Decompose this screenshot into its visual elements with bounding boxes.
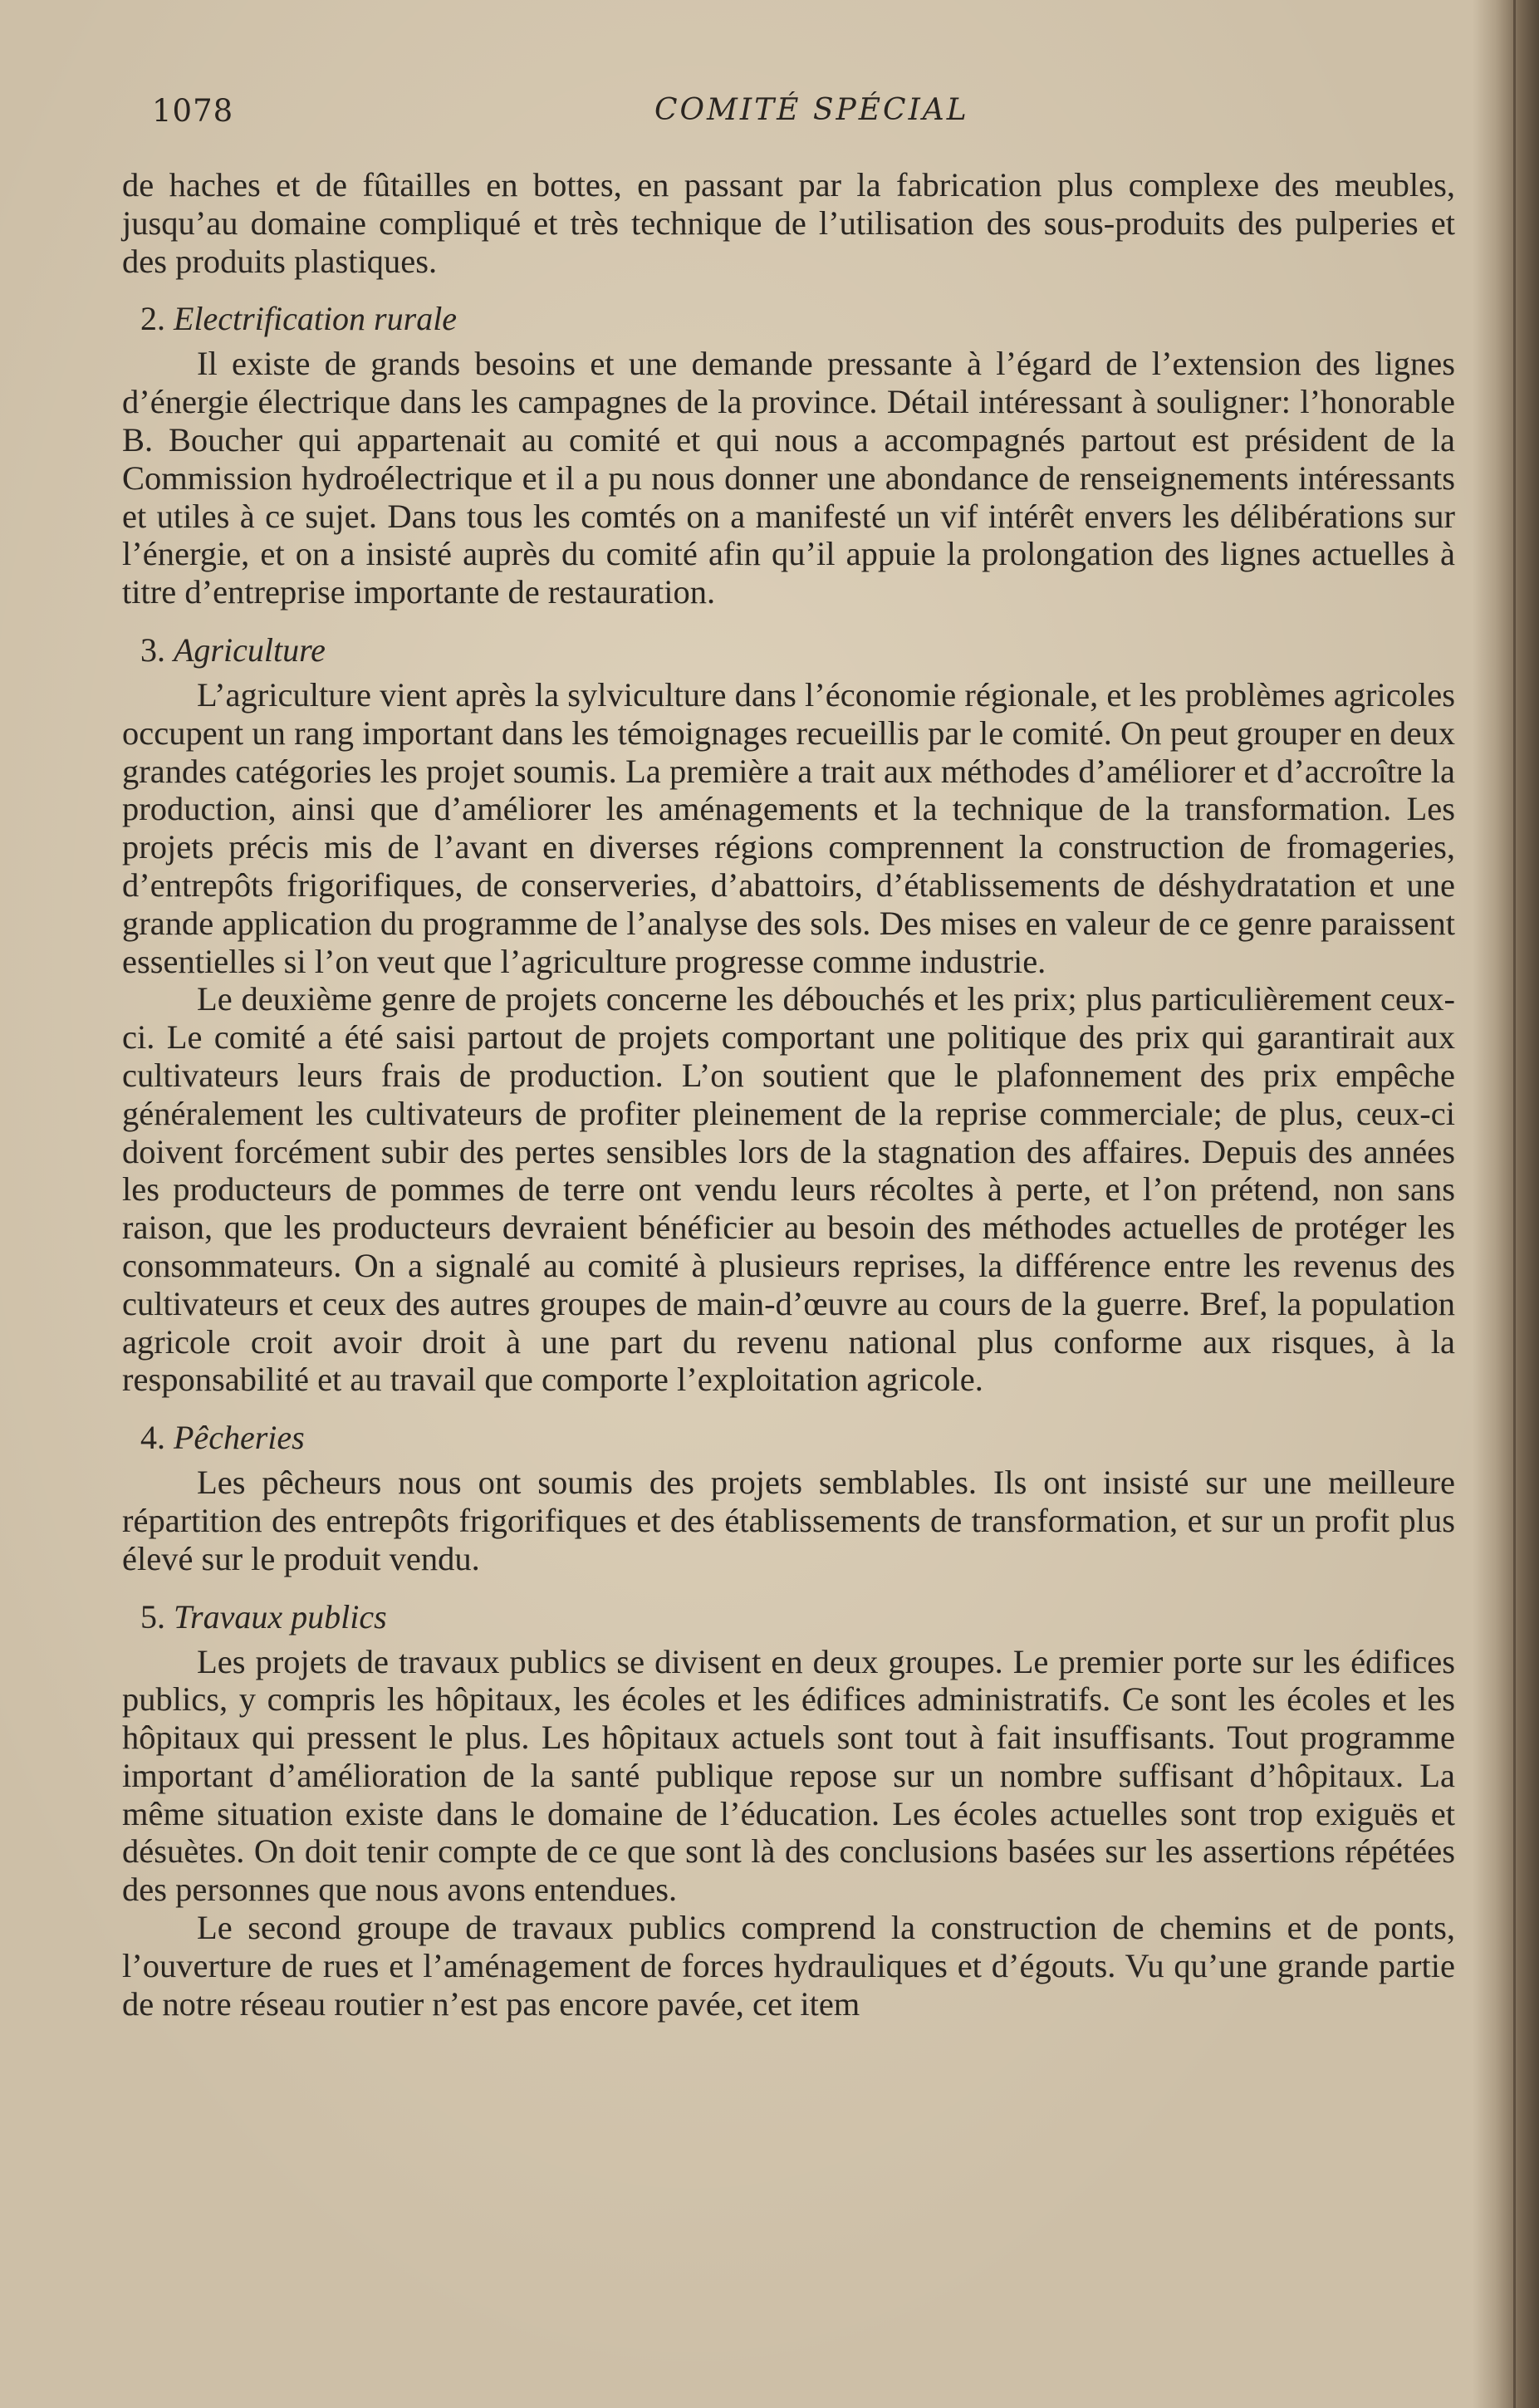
section-agriculture bbox=[122, 631, 1455, 1399]
paragraph: Le second groupe de travaux publics comprend la construction de chemins et de ponts, l’ouverture de rues et l’aménagement de forces hydrauliques et d’égouts. Vu qu’une grande partie de notre réseau routier n’est pas encore pavée, cet item bbox=[122, 1909, 1455, 2023]
section-title: Agriculture bbox=[174, 630, 326, 669]
paragraph: L’agriculture vient après la sylviculture dans l’économie régionale, et les problèmes agricoles occupent un rang important dans les témoignages recueillis par le comité. On peut grouper en deux grandes catégories les projet soumis. La première a trait aux méthodes d’améliorer et d’accroître la production, ainsi que d’améliorer les aménagements et la technique de la transformation. Les projets précis mis de l’avant en diverses régions comprennent la construction de fromageries, d’entrepôts frigorifiques, de conserveries, d’abattoirs, d’établissements de déshydratation et une grande application du programme de l’analyse des sols. Des mises en valeur de ce genre paraissent essentielles si l’on veut que l’agriculture progresse comme industrie. bbox=[122, 675, 1455, 980]
paragraph: Les projets de travaux publics se divisent en deux groupes. Le premier porte sur les édifices publics, y compris les hôpitaux, les écoles et les édifices administratifs. Ce sont les écoles et les hôpitaux qui pressent le plus. Les hôpitaux actuels sont tout à fait insuffisants. Tout programme important d’amélioration de la santé publique repose sur un nombre suffisant d’hôpitaux. La même situation existe dans le domaine de l’éducation. Les écoles actuelles sont trop exiguës et désuètes. On doit tenir compte de ce que sont là des conclusions basées sur les assertions répétées des personnes que nous avons entendues. bbox=[122, 1642, 1455, 1909]
page-header bbox=[152, 93, 1456, 143]
section-title: Pêcheries bbox=[174, 1419, 305, 1457]
section-title: Travaux publics bbox=[174, 1597, 387, 1636]
section-number: 3. bbox=[140, 630, 165, 669]
section-heading bbox=[140, 300, 1455, 338]
section-heading bbox=[140, 631, 1455, 669]
section-number: 2. bbox=[140, 300, 165, 338]
section-heading bbox=[140, 1419, 1455, 1457]
section-number: 4. bbox=[140, 1419, 165, 1457]
paragraph: Il existe de grands besoins et une demande pressante à l’égard de l’extension des lignes d’énergie électrique dans les campagnes de la province. Détail intéressant à souligner: l’honorable B. Boucher qui appartenait au comité et qui nous a accompagnés partout est président de la Commission hydroélectrique et il a pu nous donner une abondance de renseignements intéressants et utiles à ce sujet. Dans tous les comtés on a manifesté un vif intérêt envers les délibérations sur l’énergie, et on a insisté auprès du comité afin qu’il appuie la prolongation des lignes actuelles à titre d’entreprise importante de restauration. bbox=[122, 345, 1455, 611]
section-heading bbox=[140, 1598, 1455, 1636]
section-number: 5. bbox=[140, 1597, 165, 1636]
page-number: 1078 bbox=[152, 93, 234, 129]
binding-edge bbox=[1513, 0, 1516, 2408]
opening-paragraph: de haches et de fûtailles en bottes, en passant par la fabrication plus complexe des meubles, jusqu’au domaine compliqué et très technique de l’utilisation des sous-produits des pulperies et des produits plastiques. bbox=[122, 166, 1455, 280]
running-head: COMITÉ SPÉCIAL bbox=[654, 93, 969, 127]
section-pecheries bbox=[122, 1419, 1455, 1577]
page-body bbox=[122, 166, 1455, 2023]
section-travaux-publics bbox=[122, 1598, 1455, 2023]
paragraph: Le deuxième genre de projets concerne les débouchés et les prix; plus particulièrement ceux-ci. Le comité a été saisi partout de projets comportant une politique des prix qui garantirait aux cultivateurs leurs frais de production. L’on soutient que le plafonnement des prix empêche généralement les cultivateurs de profiter pleinement de la reprise commerciale; de plus, ceux-ci doivent forcément subir des pertes sensibles lors de la stagnation des affaires. Depuis des années les producteurs de pommes de terre ont vendu leurs récoltes à perte, et l’on prétend, non sans raison, que les producteurs devraient bénéficier au besoin des méthodes actuelles de protéger les consommateurs. On a signalé au comité à plusieurs reprises, la différence entre les revenus des cultivateurs et ceux des autres groupes de main-d’œuvre au cours de la guerre. Bref, la population agricole croit avoir droit à une part du revenu national plus conforme aux risques, à la responsabilité et au travail que comporte l’exploitation agricole. bbox=[122, 980, 1455, 1399]
paragraph: Les pêcheurs nous ont soumis des projets semblables. Ils ont insisté sur une meilleure répartition des entrepôts frigorifiques et des établissements de transformation, et sur un profit plus élevé sur le produit vendu. bbox=[122, 1464, 1455, 1577]
book-gutter-shadow bbox=[1473, 0, 1539, 2408]
section-title: Electrification rurale bbox=[174, 300, 458, 338]
section-electrification bbox=[122, 300, 1455, 611]
